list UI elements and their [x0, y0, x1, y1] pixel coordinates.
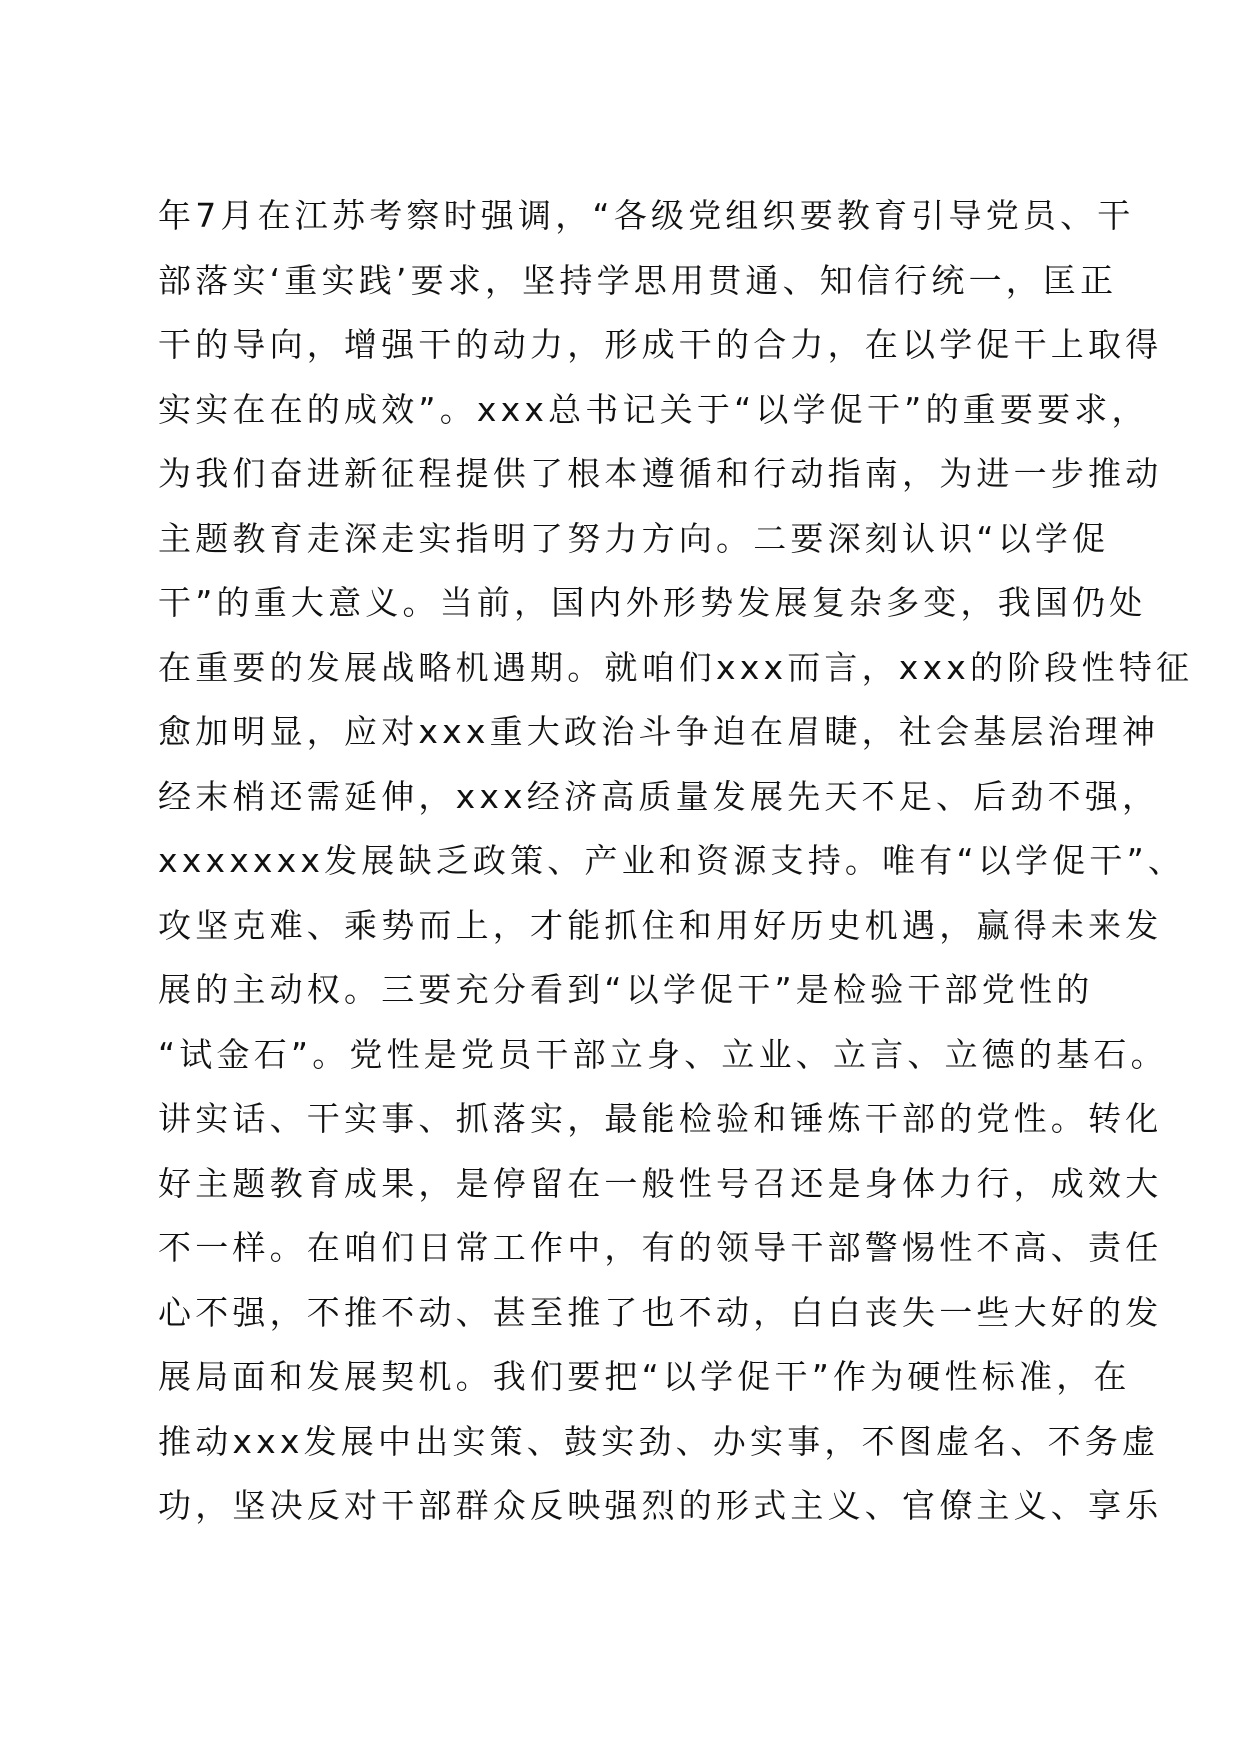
- text-line: 好主题教育成果，是停留在一般性号召还是身体力行，成效大: [158, 1163, 1163, 1203]
- text-line: 愈加明显，应对xxx重大政治斗争迫在眉睫，社会基层治理神: [158, 712, 1160, 751]
- text-line: 功，坚决反对干部群众反映强烈的形式主义、官僚主义、享乐: [158, 1486, 1163, 1525]
- text-line: 实实在在的成效”。xxx总书记关于“以学促干”的重要要求，: [158, 389, 1149, 429]
- text-line: 心不强，不推不动、甚至推了也不动，白白丧失一些大好的发: [158, 1292, 1163, 1332]
- text-line: 展局面和发展契机。我们要把“以学促干”作为硬性标准，在: [158, 1357, 1131, 1396]
- text-line: 攻坚克难、乘势而上，才能抓住和用好历史机遇，赢得未来发: [158, 905, 1163, 945]
- text-line: 讲实话、干实事、抓落实，最能检验和锤炼干部的党性。转化: [158, 1099, 1163, 1138]
- text-line: 干的导向，增强干的动力，形成干的合力，在以学促干上取得: [158, 325, 1163, 364]
- text-line: 不一样。在咱们日常工作中，有的领导干部警惕性不高、责任: [158, 1228, 1163, 1267]
- text-line: 干”的重大意义。当前，国内外形势发展复杂多变，我国仍处: [158, 583, 1147, 622]
- text-line: 经末梢还需延伸，xxx经济高质量发展先天不足、后劲不强，: [158, 776, 1160, 816]
- text-line: 年7月在江苏考察时强调，“各级党组织要教育引导党员、干: [158, 196, 1135, 235]
- text-line: 在重要的发展战略机遇期。就咱们xxx而言，xxx的阶段性特征: [158, 647, 1194, 687]
- text-line: 部落实‘重实践’要求，坚持学思用贯通、知信行统一，匡正: [158, 260, 1118, 300]
- text-line: xxxxxxx发展缺乏政策、产业和资源支持。唯有“以学促干”、: [158, 841, 1186, 880]
- body-text: [158, 184, 1194, 1539]
- text-line: 展的主动权。三要充分看到“以学促干”是检验干部党性的: [158, 970, 1094, 1009]
- text-line: “试金石”。党性是党员干部立身、立业、立言、立德的基石。: [158, 1034, 1168, 1074]
- text-line: 推动xxx发展中出实策、鼓实劲、办实事，不图虚名、不务虚: [158, 1421, 1160, 1461]
- text-line: 为我们奋进新征程提供了根本遵循和行动指南，为进一步推动: [158, 454, 1163, 493]
- text-line: 主题教育走深走实指明了努力方向。二要深刻认识“以学促: [158, 518, 1110, 558]
